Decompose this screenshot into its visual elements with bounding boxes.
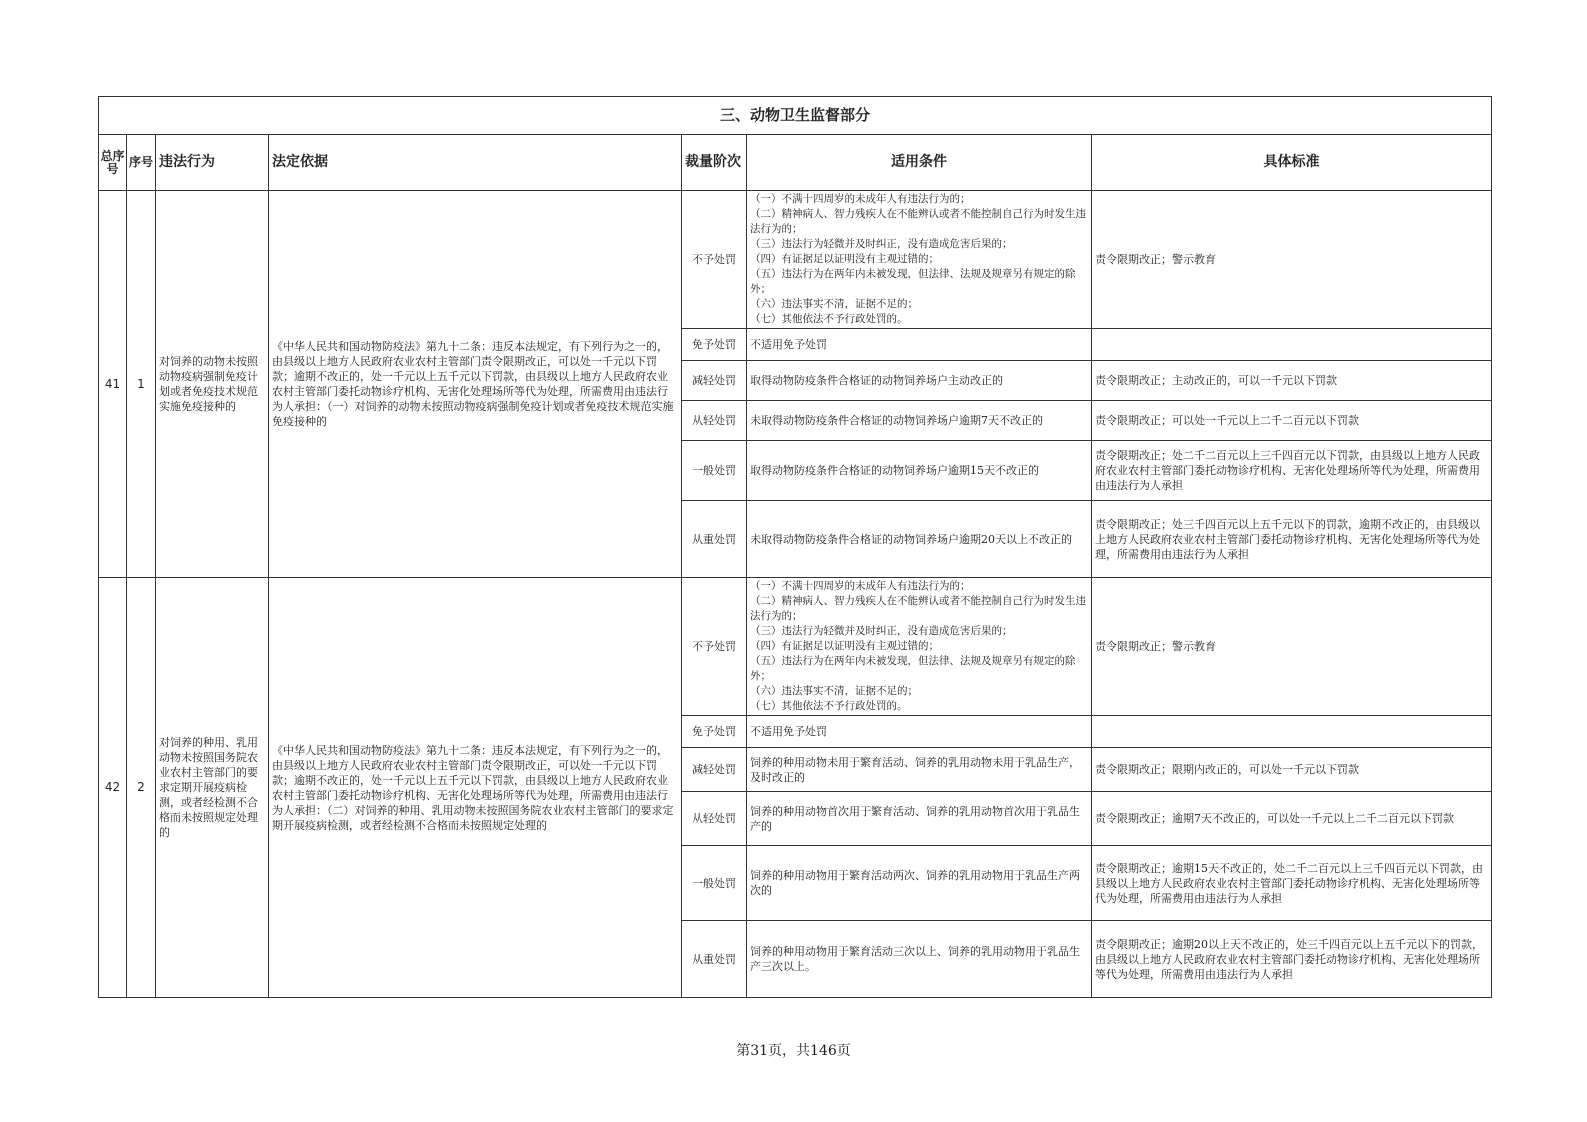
condition-item: （五）违法行为在两年内未被发现，但法律、法规及规章另有规定的除外； (750, 655, 1076, 682)
header-violation: 违法行为 (156, 135, 269, 191)
standard-cell: 责令限期改正；逾期15天不改正的，处二千二百元以上三千四百元以下罚款，由县级以上地方人民政府农业农村主管部门委托动物诊疗机构、无害化处理场所等代为处理，所需费用由违法行为人承担 (1092, 846, 1492, 921)
condition-cell: 饲养的种用动物用于繁育活动三次以上、饲养的乳用动物用于乳品生产三次以上。 (747, 921, 1092, 998)
condition-cell: 取得动物防疫条件合格证的动物饲养场户逾期15天不改正的 (747, 441, 1092, 501)
condition-cell: 不适用免予处罚 (747, 716, 1092, 748)
condition-item: （七）其他依法不予行政处罚的。 (750, 700, 908, 712)
condition-item: （二）精神病人、智力残疾人在不能辨认或者不能控制自己行为时发生违法行为的； (750, 208, 1086, 235)
header-total-no: 总序号 (99, 135, 127, 191)
condition-cell: 未取得动物防疫条件合格证的动物饲养场户逾期7天不改正的 (747, 401, 1092, 441)
condition-cell: 未取得动物防疫条件合格证的动物饲养场户逾期20天以上不改正的 (747, 501, 1092, 578)
condition-item: （四）有证据足以证明没有主观过错的； (750, 640, 939, 652)
violation-cell: 对饲养的种用、乳用动物未按照国务院农业农村主管部门的要求定期开展疫病检测，或者经检测不合格而未按照规定处理的 (156, 578, 269, 998)
standard-cell: 责令限期改正；警示教育 (1092, 191, 1492, 329)
seq-no-cell: 2 (127, 578, 156, 998)
header-legal-basis: 法定依据 (269, 135, 682, 191)
section-title: 三、动物卫生监督部分 (99, 97, 1492, 135)
level-cell: 免予处罚 (682, 329, 747, 361)
header-seq-no: 序号 (127, 135, 156, 191)
standard-cell (1092, 329, 1492, 361)
level-cell: 从重处罚 (682, 501, 747, 578)
level-cell: 不予处罚 (682, 191, 747, 329)
condition-cell: 饲养的种用动物未用于繁育活动、饲养的乳用动物未用于乳品生产，及时改正的 (747, 748, 1092, 792)
condition-list-cell (747, 578, 1092, 716)
condition-item: （六）违法事实不清，证据不足的； (750, 685, 918, 697)
level-cell: 一般处罚 (682, 441, 747, 501)
header-standards: 具体标准 (1092, 135, 1492, 191)
condition-cell: 饲养的种用动物用于繁育活动两次、饲养的乳用动物用于乳品生产两次的 (747, 846, 1092, 921)
condition-cell: 饲养的种用动物首次用于繁育活动、饲养的乳用动物首次用于乳品生产的 (747, 792, 1092, 846)
total-no-cell: 42 (99, 578, 127, 998)
header-row (99, 135, 1492, 191)
seq-no-cell: 1 (127, 191, 156, 578)
standard-cell: 责令限期改正；主动改正的，可以一千元以下罚款 (1092, 361, 1492, 401)
level-cell: 从重处罚 (682, 921, 747, 998)
violation-cell: 对饲养的动物未按照动物疫病强制免疫计划或者免疫技术规范实施免疫接种的 (156, 191, 269, 578)
legal-basis-cell: 《中华人民共和国动物防疫法》第九十二条：违反本法规定，有下列行为之一的，由县级以上地方人民政府农业农村主管部门责令限期改正，可以处一千元以下罚款；逾期不改正的，处一千元以上五千元以下罚款，由县级以上地方人民政府农业农村主管部门委托动物诊疗机构、无害化处理场所等代为处理，所需费用由违法行为人承担：（二）对饲养的种用、乳用动物未按照国务院农业农村主管部门的要求定期开展疫病检测，或者经检测不合格而未按照规定处理的 (269, 578, 682, 998)
legal-basis-cell: 《中华人民共和国动物防疫法》第九十二条：违反本法规定，有下列行为之一的，由县级以上地方人民政府农业农村主管部门责令限期改正，可以处一千元以下罚款；逾期不改正的，处一千元以上五千元以下罚款，由县级以上地方人民政府农业农村主管部门委托动物诊疗机构、无害化处理场所等代为处理，所需费用由违法行为人承担：（一）对饲养的动物未按照动物疫病强制免疫计划或者免疫技术规范实施免疫接种的 (269, 191, 682, 578)
condition-item: （三）违法行为轻微并及时纠正，没有造成危害后果的； (750, 625, 1013, 637)
condition-item: （七）其他依法不予行政处罚的。 (750, 313, 908, 325)
condition-item: （一）不满十四周岁的未成年人有违法行为的； (750, 193, 971, 205)
standard-cell: 责令限期改正；逾期7天不改正的，可以处一千元以上二千二百元以下罚款 (1092, 792, 1492, 846)
header-discretion-level: 裁量阶次 (682, 135, 747, 191)
discretion-standards-table (98, 96, 1492, 998)
condition-item: （六）违法事实不清，证据不足的； (750, 298, 918, 310)
condition-item: （一）不满十四周岁的未成年人有违法行为的； (750, 580, 971, 592)
standard-cell: 责令限期改正；处二千二百元以上三千四百元以下罚款，由县级以上地方人民政府农业农村主管部门委托动物诊疗机构、无害化处理场所等代为处理，所需费用由违法行为人承担 (1092, 441, 1492, 501)
standard-cell (1092, 716, 1492, 748)
condition-list-cell (747, 191, 1092, 329)
standard-cell: 责令限期改正；警示教育 (1092, 578, 1492, 716)
condition-cell: 取得动物防疫条件合格证的动物饲养场户主动改正的 (747, 361, 1092, 401)
page-footer: 第31页，共146页 (736, 1043, 851, 1059)
level-cell: 免予处罚 (682, 716, 747, 748)
level-cell: 从轻处罚 (682, 792, 747, 846)
total-no-cell: 41 (99, 191, 127, 578)
standard-cell: 责令限期改正；限期内改正的，可以处一千元以下罚款 (1092, 748, 1492, 792)
level-cell: 一般处罚 (682, 846, 747, 921)
section-title-row (99, 97, 1492, 135)
standard-cell: 责令限期改正；处三千四百元以上五千元以下的罚款，逾期不改正的，由县级以上地方人民政府农业农村主管部门委托动物诊疗机构、无害化处理场所等代为处理，所需费用由违法行为人承担 (1092, 501, 1492, 578)
table-row (99, 191, 1492, 329)
condition-item: （五）违法行为在两年内未被发现，但法律、法规及规章另有规定的除外； (750, 268, 1076, 295)
table-row (99, 578, 1492, 716)
level-cell: 减轻处罚 (682, 748, 747, 792)
condition-item: （二）精神病人、智力残疾人在不能辨认或者不能控制自己行为时发生违法行为的； (750, 595, 1086, 622)
condition-item: （四）有证据足以证明没有主观过错的； (750, 253, 939, 265)
level-cell: 减轻处罚 (682, 361, 747, 401)
standard-cell: 责令限期改正；可以处一千元以上二千二百元以下罚款 (1092, 401, 1492, 441)
header-conditions: 适用条件 (747, 135, 1092, 191)
standard-cell: 责令限期改正；逾期20以上天不改正的，处三千四百元以上五千元以下的罚款，由县级以上地方人民政府农业农村主管部门委托动物诊疗机构、无害化处理场所等代为处理，所需费用由违法行为人承担 (1092, 921, 1492, 998)
condition-cell: 不适用免予处罚 (747, 329, 1092, 361)
level-cell: 从轻处罚 (682, 401, 747, 441)
level-cell: 不予处罚 (682, 578, 747, 716)
condition-item: （三）违法行为轻微并及时纠正，没有造成危害后果的； (750, 238, 1013, 250)
